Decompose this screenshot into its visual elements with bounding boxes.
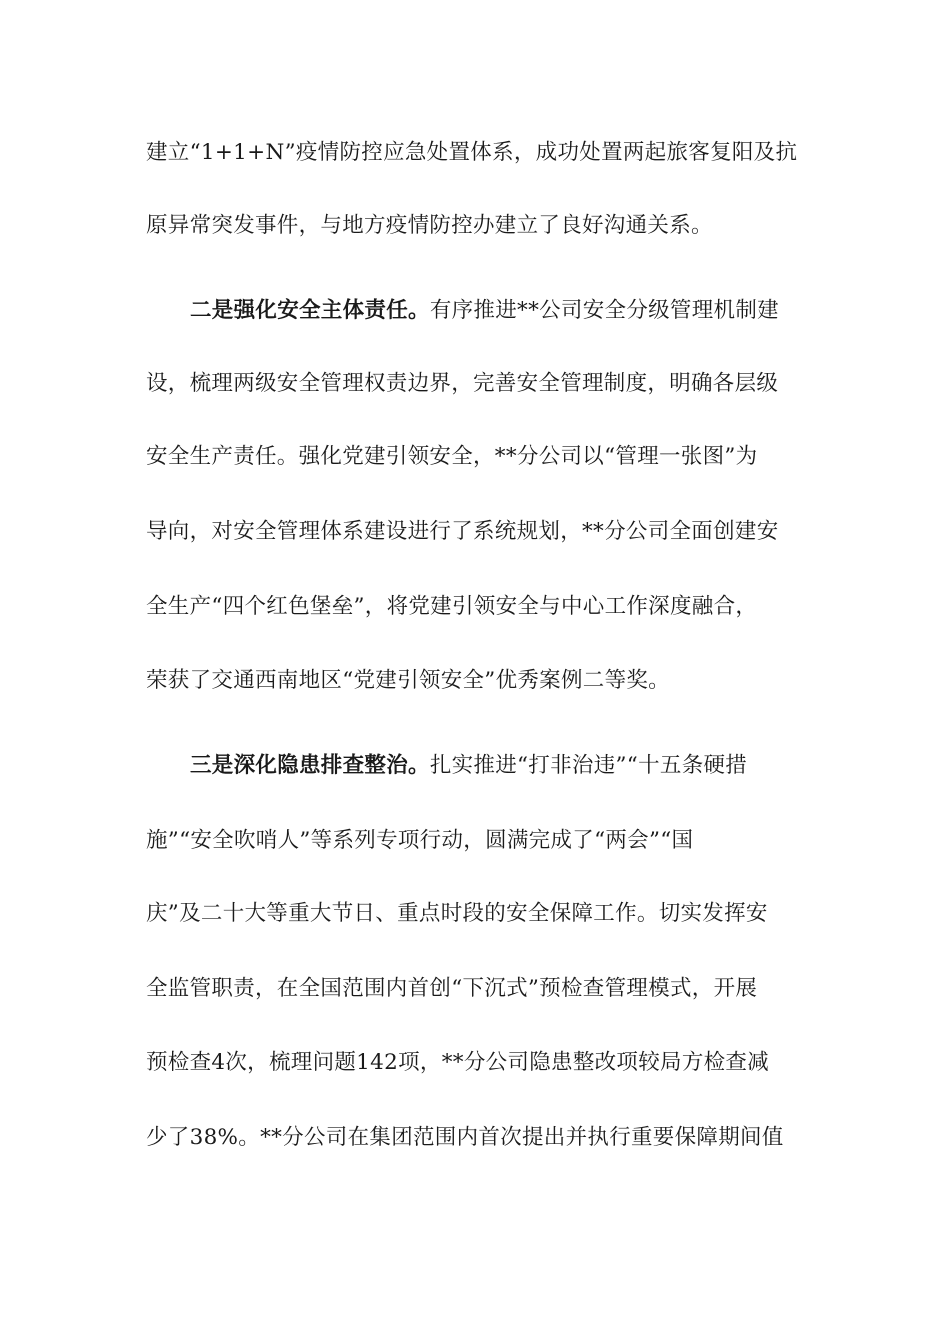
- text-line: 少了38%。**分公司在集团范围内首次提出并执行重要保障期间值: [146, 1125, 784, 1150]
- text-line: 全监管职责，在全国范围内首创“下沉式”预检查管理模式，开展: [146, 976, 758, 1001]
- text-line: 全生产“四个红色堡垒”，将党建引领安全与中心工作深度融合，: [146, 594, 758, 619]
- text-line-first: [190, 751, 747, 781]
- text-line: 安全生产责任。强化党建引领安全，**分公司以“管理一张图”为: [146, 444, 758, 469]
- text-line: 导向，对安全管理体系建设进行了系统规划，**分公司全面创建安: [146, 519, 779, 544]
- text-line-first: [190, 296, 779, 326]
- text-line: 荣获了交通西南地区“党建引领安全”优秀案例二等奖。: [146, 668, 670, 693]
- text-run: 有序推进**公司安全分级管理机制建: [429, 298, 779, 323]
- paragraph-heading: 二是强化安全主体责任。: [190, 298, 430, 323]
- text-line: 预检查4次，梳理问题142项，**分公司隐患整改项较局方检查减: [146, 1050, 770, 1075]
- text-run: 扎实推进“打非治违”“十五条硬措: [429, 753, 748, 778]
- paragraph-heading: 三是深化隐患排查整治。: [190, 753, 430, 778]
- text-line: 建立“1+1+N”疫情防控应急处置体系，成功处置两起旅客复阳及抗: [146, 140, 798, 165]
- text-line: 施”“安全吹哨人”等系列专项行动，圆满完成了“两会”“国: [146, 828, 694, 853]
- text-line: 设，梳理两级安全管理权责边界，完善安全管理制度，明确各层级: [146, 371, 779, 396]
- text-line: 庆”及二十大等重大节日、重点时段的安全保障工作。切实发挥安: [146, 901, 768, 926]
- text-line: 原异常突发事件，与地方疫情防控办建立了良好沟通关系。: [146, 213, 713, 238]
